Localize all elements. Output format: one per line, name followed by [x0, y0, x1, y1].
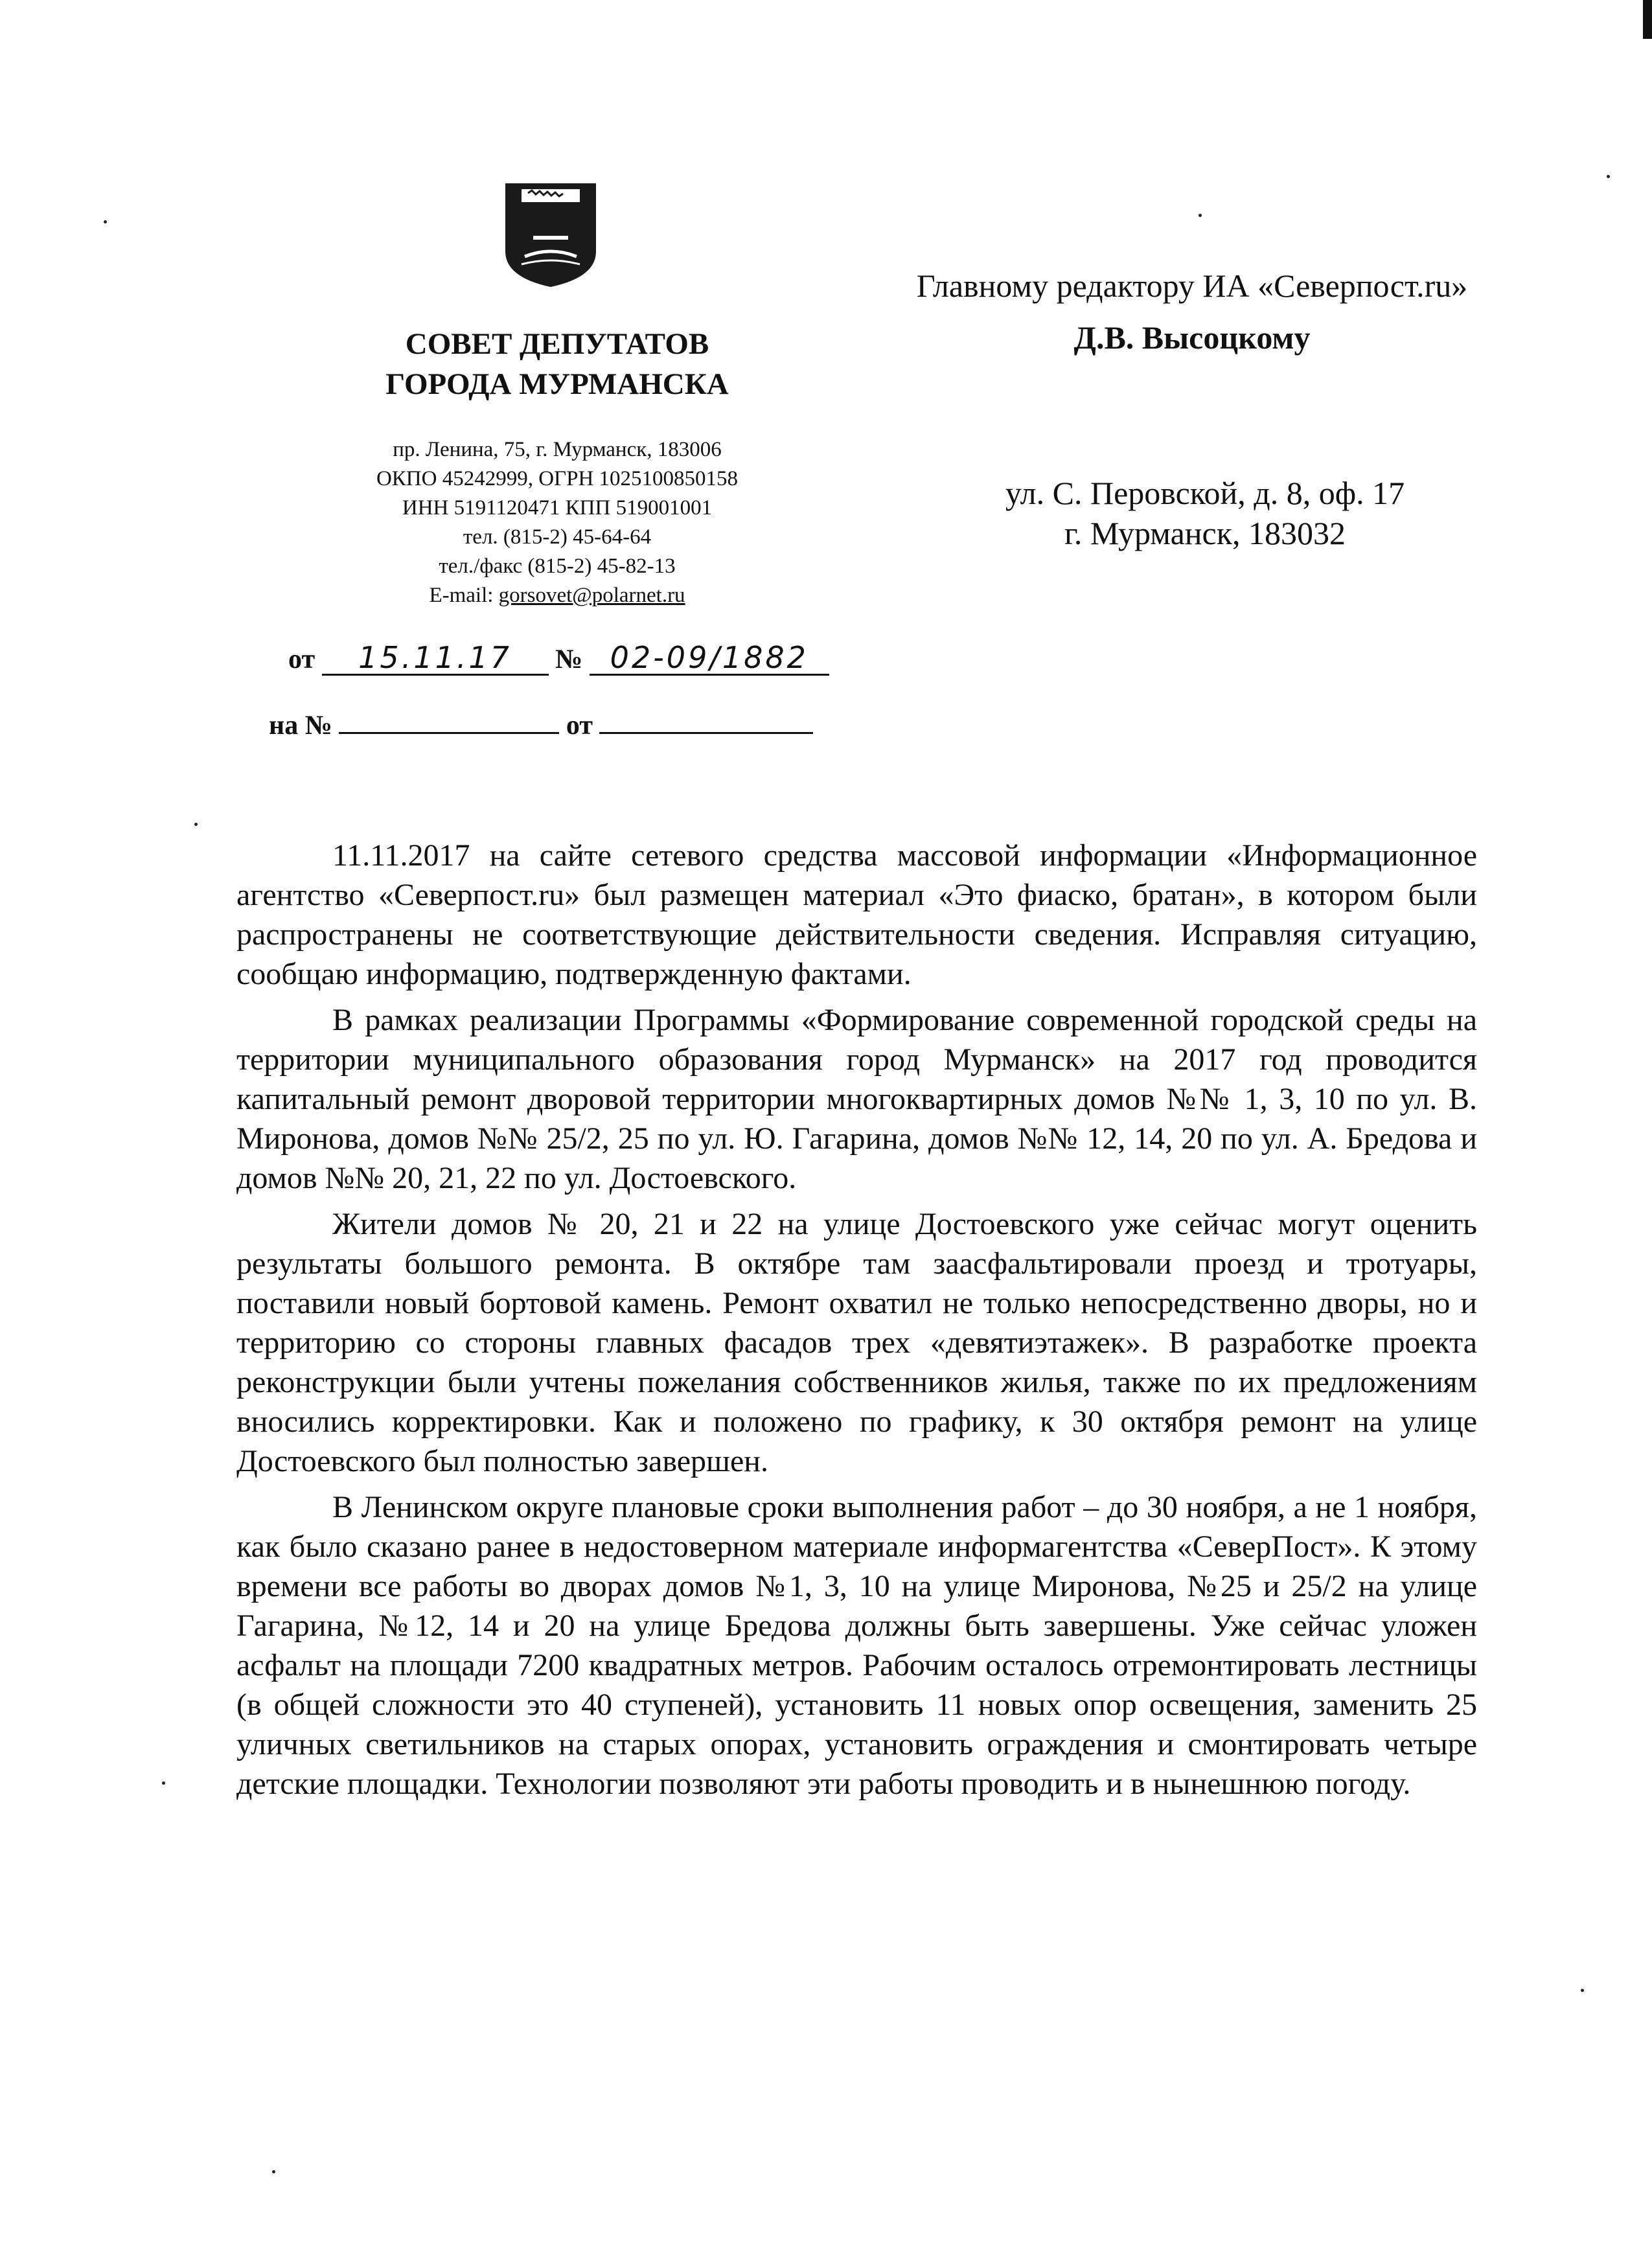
address-line-2: г. Мурманск, 183032 [1064, 515, 1346, 551]
email-link[interactable]: gorsovet@polarnet.ru [498, 584, 685, 607]
reply-number-blank [339, 706, 559, 734]
body-paragraph-1: 11.11.2017 на сайте сетевого средства массовой информации «Информационное агентство «Северпост.ru» был размещен материал «Это фиаско, братан», в котором были распространены не соответствующие действительности сведения. Исправляя ситуацию, сообщаю информацию, подтвержденную фактами. [236, 838, 1477, 991]
scan-speck [1607, 175, 1610, 178]
reply-number-label: на № [269, 711, 332, 740]
scan-speck [194, 823, 198, 826]
murmansk-coat-of-arms-icon [502, 180, 599, 290]
org-name-line-2: ГОРОДА МУРМАНСКА [385, 367, 729, 401]
email-label: E-mail: [429, 584, 499, 607]
contact-okpo-ogrn: ОКПО 45242999, ОГРН 1025100850158 [376, 467, 739, 490]
number-label: № [555, 645, 583, 674]
scan-speck [272, 2170, 275, 2173]
contact-fax: тел./факс (815-2) 45-82-13 [439, 555, 676, 578]
reply-from-label: от [566, 711, 593, 740]
addressee-address [894, 473, 1516, 553]
body-paragraph-3: Жители домов № 20, 21 и 22 на улице Достоевского уже сейчас могут оценить результаты большого ремонта. В октябре там заасфальтировали проезд и тротуары, поставили новый бортовой камень. Ремонт охватил не только непосредственно дворы, но и территорию со стороны главных фасадов трех «девятиэтажек». В разработке проекта реконструкции были учтены пожелания собственников жилья, также по их предложениям вносились корректировки. Как и положено по графику, к 30 октября ремонт на улице Достоевского был полностью завершен. [236, 1207, 1477, 1478]
letter-number: 02-09/1882 [590, 641, 829, 676]
scan-speck [1199, 214, 1202, 217]
addressee-name: Д.В. Высоцкому [1073, 319, 1311, 356]
reply-reference [269, 706, 813, 742]
address-line-1: ул. С. Перовской, д. 8, оф. 17 [1005, 475, 1405, 511]
contact-address: пр. Ленина, 75, г. Мурманск, 183006 [393, 438, 722, 461]
letter-body [236, 836, 1477, 1810]
addressee-title: Главному редактору ИА «Северпост.ru» [916, 268, 1468, 304]
scan-speck [104, 220, 107, 223]
from-label: от [288, 645, 315, 674]
letter-date: 15.11.17 [322, 641, 549, 676]
addressee-block [803, 266, 1581, 358]
contact-phone: тел. (815-2) 45-64-64 [463, 525, 652, 549]
body-paragraph-4: В Ленинском округе плановые сроки выполнения работ – до 30 ноября, а не 1 ноября, как было сказано ранее в недостоверном материале информагентства «СеверПост». К этому времени все работы во дворах домов №1, 3, 10 на улице Миронова, №25 и 25/2 на улице Гагарина, №12, 14 и 20 на улице Бредова должны быть завершены. Уже сейчас уложен асфальт на площади 7200 квадратных метров. Рабочим осталось отремонтировать лестницы (в общей сложности это 40 ступеней), установить 11 новых опор освещения, заменить 25 уличных светильников на старых опорах, установить ограждения и смонтировать четыре детские площадки. Технологии позволяют эти работы проводить и в нынешнюю погоду. [236, 1490, 1477, 1801]
org-name-line-1: СОВЕТ ДЕПУТАТОВ [405, 327, 709, 361]
scan-speck [162, 1781, 165, 1785]
scan-corner-mark [1643, 0, 1652, 39]
body-paragraph-2: В рамках реализации Программы «Формирование современной городской среды на территории муниципального образования город Мурманск» на 2017 год проводится капитальный ремонт дворовой территории многоквартирных домов №№ 1, 3, 10 по ул. В. Миронова, домов №№ 25/2, 25 по ул. Ю. Гагарина, домов №№ 12, 14, 20 по ул. А. Бредова и домов №№ 20, 21, 22 по ул. Достоевского. [236, 1003, 1477, 1195]
contact-email [304, 581, 810, 610]
scan-speck [1581, 1989, 1584, 1992]
contact-inn-kpp: ИНН 5191120471 КПП 519001001 [402, 496, 713, 520]
organization-contacts [304, 435, 810, 610]
organization-name [304, 324, 810, 404]
reply-date-blank [599, 706, 813, 734]
outgoing-reference [288, 641, 829, 676]
